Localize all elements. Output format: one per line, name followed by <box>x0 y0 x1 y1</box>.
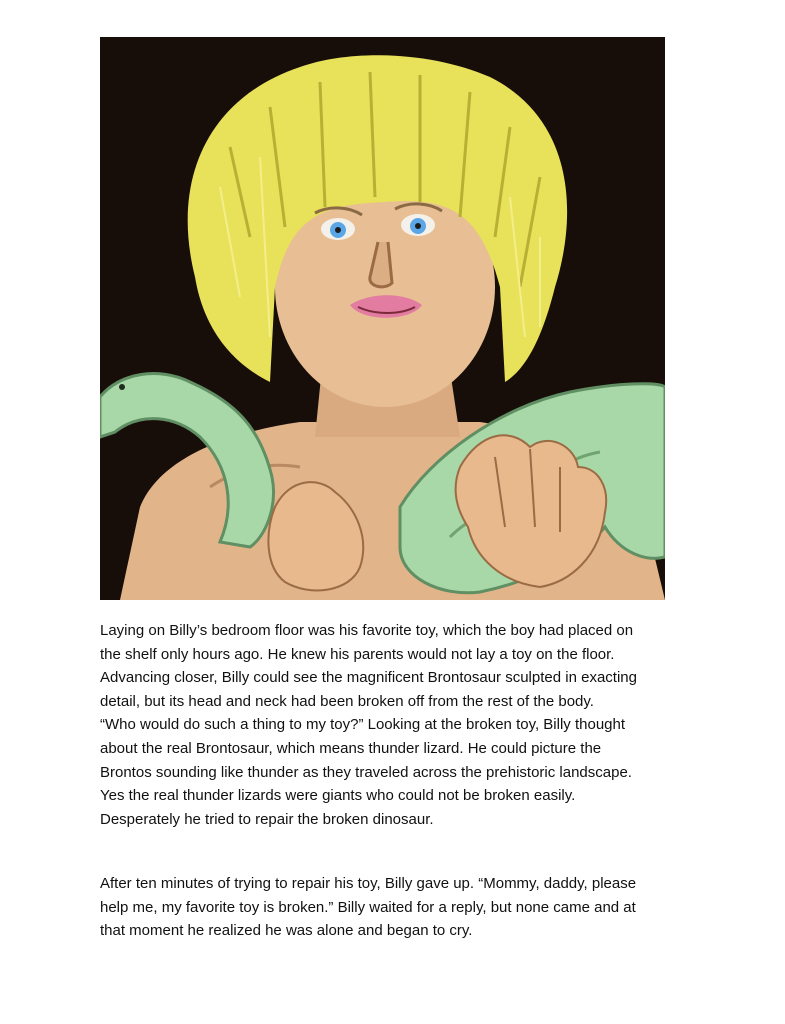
story-paragraph-2: After ten minutes of trying to repair his toy, Billy gave up. “Mommy, daddy, please help me, my favorite toy is broken.” Billy waited for a reply, but none came and at that moment he realized he was alone and began to cry. <box>100 875 637 940</box>
story-illustration <box>100 37 665 600</box>
story-paragraph-1: Laying on Billy’s bedroom floor was his favorite toy, which the boy had placed on the shelf only hours ago. He knew his parents would not lay a toy on the floor. Advancing closer, Billy could see the magnificent Brontosaur sculpted in exacting detail, but its head and neck had been broken off from the rest of the body. “Who would do such a thing to my toy?” Looking at the broken toy, Billy thought about the real Brontosaur, which means thunder lizard. He could picture the Brontos sounding like thunder as they traveled across the prehistoric landscape. Yes the real thunder lizards were giants who could not be broken easily. Desperately he tried to repair the broken dinosaur. <box>100 622 637 828</box>
